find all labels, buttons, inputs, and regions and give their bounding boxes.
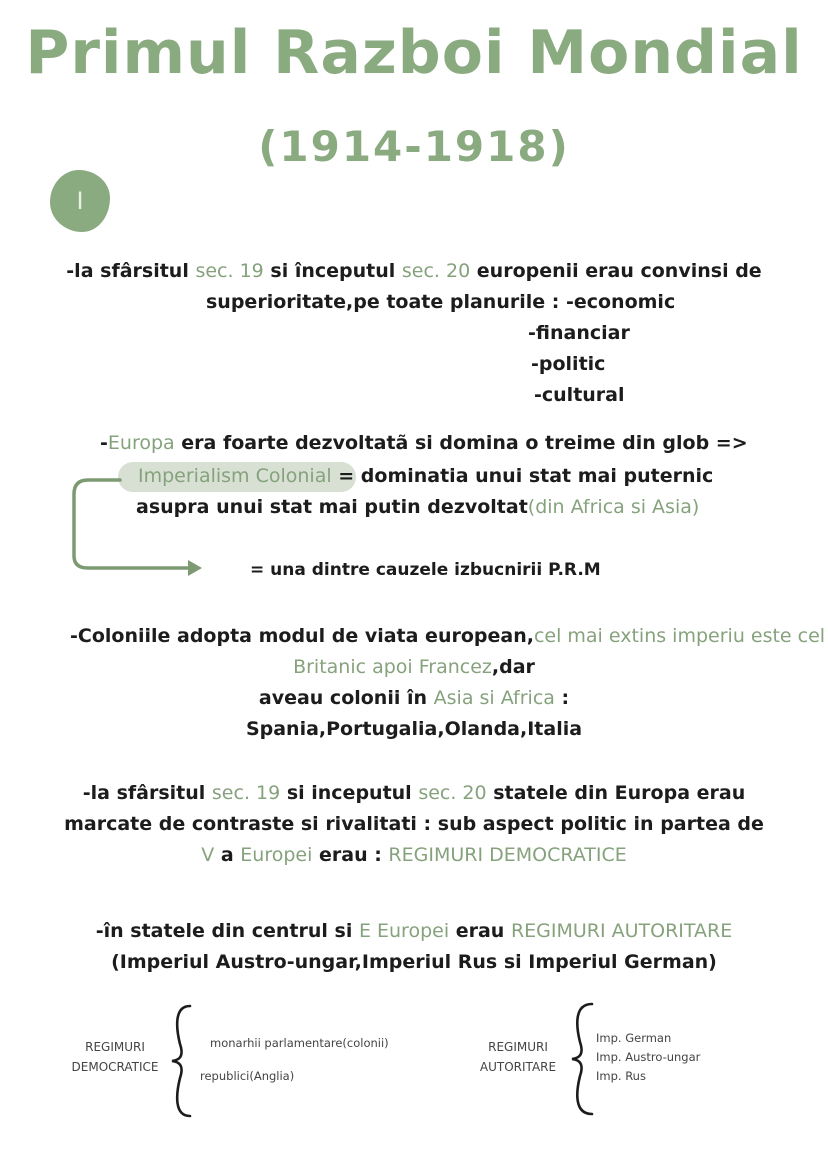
p1-line1: -la sfârsitul sec. 19 si începutul sec. 20 europenii erau convinsi de — [66, 260, 762, 282]
dem-item-republici: republici(Anglia) — [200, 1069, 295, 1083]
p2-line3: asupra unui stat mai putin dezvoltat(din Africa si Asia) — [136, 496, 700, 518]
dem-item-monarhii: monarhii parlamentare(colonii) — [210, 1036, 389, 1050]
p5-line2: (Imperiul Austro-ungar,Imperiul Rus si Imperiul German) — [111, 951, 717, 973]
dem-brace-icon — [166, 1000, 200, 1122]
arrow-connector-icon — [60, 470, 220, 580]
p3-line1: -Coloniile adopta modul de viata european,cel mai extins imperiu este cel — [70, 625, 826, 647]
p4-line2: marcate de contraste si rivalitati : sub aspect politic in partea de — [64, 813, 764, 835]
p3-line2: Britanic apoi Francez,dar — [293, 656, 535, 678]
p1-item-cultural: -cultural — [534, 384, 625, 406]
p2-line1: -Europa era foarte dezvoltatã si domina o treime din glob => — [100, 432, 748, 454]
aut-item-rus: Imp. Rus — [596, 1069, 646, 1083]
p1-item-politic: -politic — [531, 353, 606, 375]
p4-line3: V a Europei erau : REGIMURI DEMOCRATICE — [201, 844, 627, 866]
p3-line4: Spania,Portugalia,Olanda,Italia — [245, 718, 583, 740]
aut-item-austro-ungar: Imp. Austro-ungar — [596, 1050, 701, 1064]
page-title: Primul Razboi Mondial — [25, 18, 803, 88]
aut-brace-icon — [566, 998, 600, 1120]
dem-label: REGIMURI DEMOCRATICE — [71, 1040, 159, 1074]
p2-cause: = una dintre cauzele izbucnirii P.R.M — [250, 560, 601, 580]
p1-line2: superioritate,pe toate planurile : -economic — [206, 291, 676, 313]
p1-item-financiar: -financiar — [528, 322, 630, 344]
page-subtitle-years: (1914-1918) — [258, 122, 570, 171]
p5-line1: -în statele din centrul si E Europei erau REGIMURI AUTORITARE — [95, 920, 733, 942]
p3-line3: aveau colonii în Asia si Africa : — [258, 687, 570, 709]
p4-line1: -la sfârsitul sec. 19 si inceputul sec. 20 statele din Europa erau — [82, 782, 746, 804]
section-number-badge: I — [50, 170, 110, 232]
aut-item-german: Imp. German — [596, 1031, 672, 1045]
p2-line2: Imperialism Colonial = dominatia unui stat mai puternic — [138, 465, 714, 487]
aut-label: REGIMURI AUTORITARE — [479, 1040, 557, 1074]
